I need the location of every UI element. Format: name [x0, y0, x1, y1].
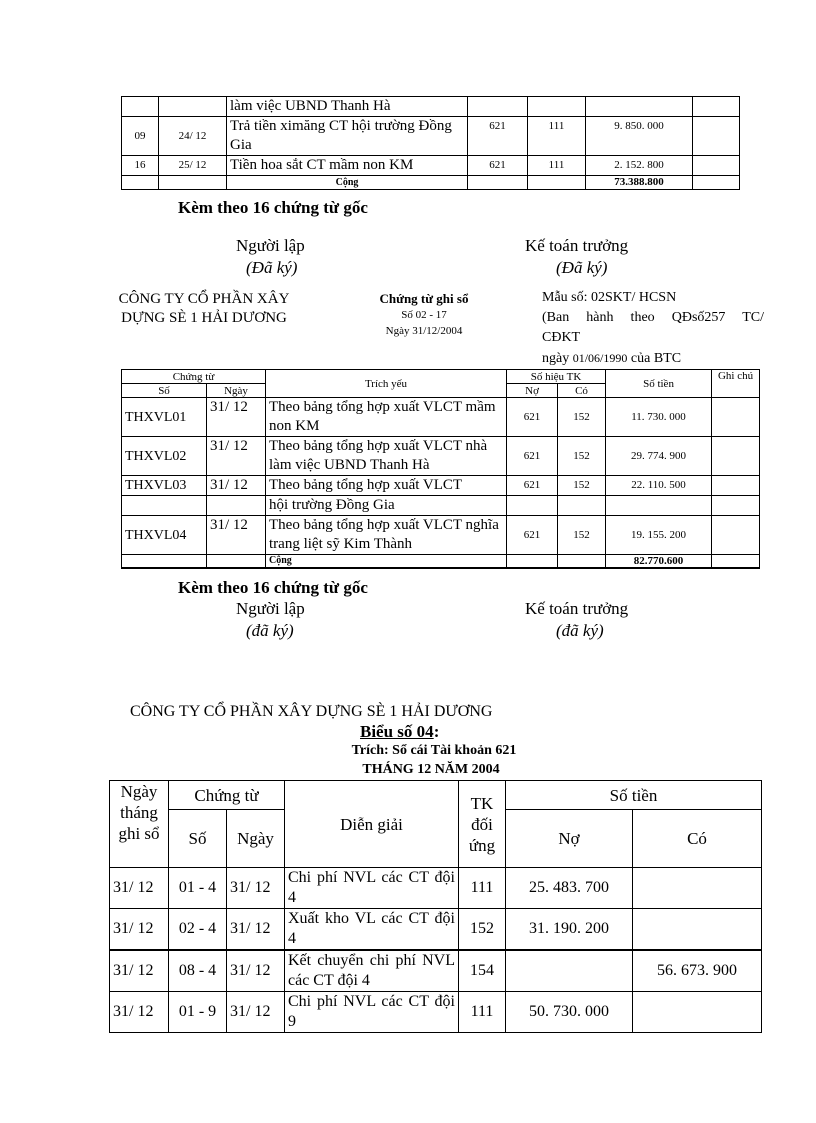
- table-row: 31/ 12 01 - 9 31/ 12 Chi phí NVL các CT đội 9 111 50. 730. 000: [110, 992, 762, 1033]
- voucher-title: Chứng từ ghi sổ: [379, 291, 469, 306]
- header-chung-tu: Chứng từ: [169, 781, 285, 810]
- header-dien-giai: Diễn giải: [285, 781, 459, 868]
- chief-accountant-label-2: Kế toán trưởng: [525, 599, 629, 618]
- table-row: THXVL04 31/ 12 Theo bảng tổng hợp xuất VLCT nghĩa trang liệt sỹ Kim Thành 621 152 19. 155. 200: [122, 516, 760, 555]
- table-row: 31/ 12 08 - 4 31/ 12 Kết chuyển chi phí NVL các CT đội 4 154 56. 673. 900: [110, 950, 762, 992]
- table-row: THXVL02 31/ 12 Theo bảng tổng hợp xuất VLCT nhà làm việc UBND Thanh Hà 621 152 29. 774. 900: [122, 437, 760, 476]
- total-row: [122, 176, 740, 190]
- header-so-tien: Số tiền: [606, 370, 712, 398]
- header-ghi-chu: Ghi chú: [712, 370, 760, 398]
- total-value: 73.388.800: [586, 176, 693, 190]
- voucher-table-1: [121, 96, 740, 190]
- chief-accountant-signed-2: (đã ký): [556, 621, 604, 640]
- ledger-extract-title: Trích: Sổ cái Tài khoản 621: [351, 743, 517, 758]
- total-row: [122, 555, 760, 569]
- header-co: Có: [633, 810, 762, 868]
- table-row: 09 24/ 12 Trả tiền ximăng CT hội trường Đồng Gia 621 111 9. 850. 000: [122, 117, 740, 156]
- voucher-number: Số 02 - 17: [401, 309, 447, 321]
- preparer-label: Người lập: [236, 236, 305, 255]
- header-no: Nợ: [506, 810, 633, 868]
- company-name: CÔNG TY CỔ PHẦN XÂY DỰNG SÈ 1 HẢI DƯƠNG: [118, 291, 290, 326]
- header-so-hieu-tk: Số hiệu TK: [507, 370, 606, 384]
- header-so: Số: [122, 384, 207, 398]
- ledger-table: [109, 780, 762, 1033]
- header-so-tien: Số tiền: [506, 781, 762, 810]
- attached-documents-2: Kèm theo 16 chứng từ gốc: [178, 578, 368, 597]
- table-row: 16 25/ 12 Tiền hoa sắt CT mầm non KM 621 111 2. 152. 800: [122, 156, 740, 176]
- voucher-heading: [360, 291, 488, 339]
- header-tk-doi-ung: TK đối ứng: [459, 781, 506, 868]
- header-ngay-thang-ghi-so: Ngày tháng ghi sổ: [110, 781, 169, 868]
- header-trich-yeu: Trích yếu: [266, 370, 507, 398]
- table-row: 31/ 12 01 - 4 31/ 12 Chi phí NVL các CT đội 4 111 25. 483. 700: [110, 868, 762, 909]
- table-row: làm việc UBND Thanh Hà: [122, 97, 740, 117]
- header-no: Nợ: [507, 384, 558, 398]
- company-name-2: CÔNG TY CỔ PHẦN XÂY DỰNG SÈ 1 HẢI DƯƠNG: [130, 703, 493, 720]
- total-label: Cộng: [266, 555, 507, 569]
- total-value: 82.770.600: [606, 555, 712, 569]
- chief-accountant-signed: (Đã ký): [556, 258, 608, 277]
- header-co: Có: [558, 384, 606, 398]
- preparer-signed-2: (đã ký): [246, 621, 294, 640]
- header-so: Số: [169, 810, 227, 868]
- header-ngay: Ngày: [207, 384, 266, 398]
- header-ngay: Ngày: [227, 810, 285, 868]
- chief-accountant-label: Kế toán trưởng: [525, 236, 629, 255]
- voucher-date: Ngày 31/12/2004: [385, 325, 463, 337]
- table-row: THXVL01 31/ 12 Theo bảng tổng hợp xuất VLCT mầm non KM 621 152 11. 730. 000: [122, 398, 760, 437]
- attached-documents: Kèm theo 16 chứng từ gốc: [178, 198, 368, 217]
- header-chung-tu: Chứng từ: [122, 370, 266, 384]
- table-row: THXVL03 31/ 12 Theo bảng tổng hợp xuất VLCT 621 152 22. 110. 500: [122, 476, 760, 496]
- preparer-label-2: Người lập: [236, 599, 305, 618]
- total-label: Cộng: [227, 176, 468, 190]
- table-row: 31/ 12 02 - 4 31/ 12 Xuất kho VL các CT đội 4 152 31. 190. 200: [110, 909, 762, 951]
- voucher-table-2: [121, 369, 760, 569]
- ledger-period: THÁNG 12 NĂM 2004: [362, 762, 500, 777]
- preparer-signed: (Đã ký): [246, 258, 298, 277]
- table-row: hội trường Đồng Gia: [122, 496, 760, 516]
- form-title: Biểu số 04:: [360, 722, 440, 741]
- form-info: Mẫu số: 02SKT/ HCSN (Ban hành theo QĐsố257 TC/ CĐKT ngày 01/06/1990 của BTC: [542, 290, 764, 366]
